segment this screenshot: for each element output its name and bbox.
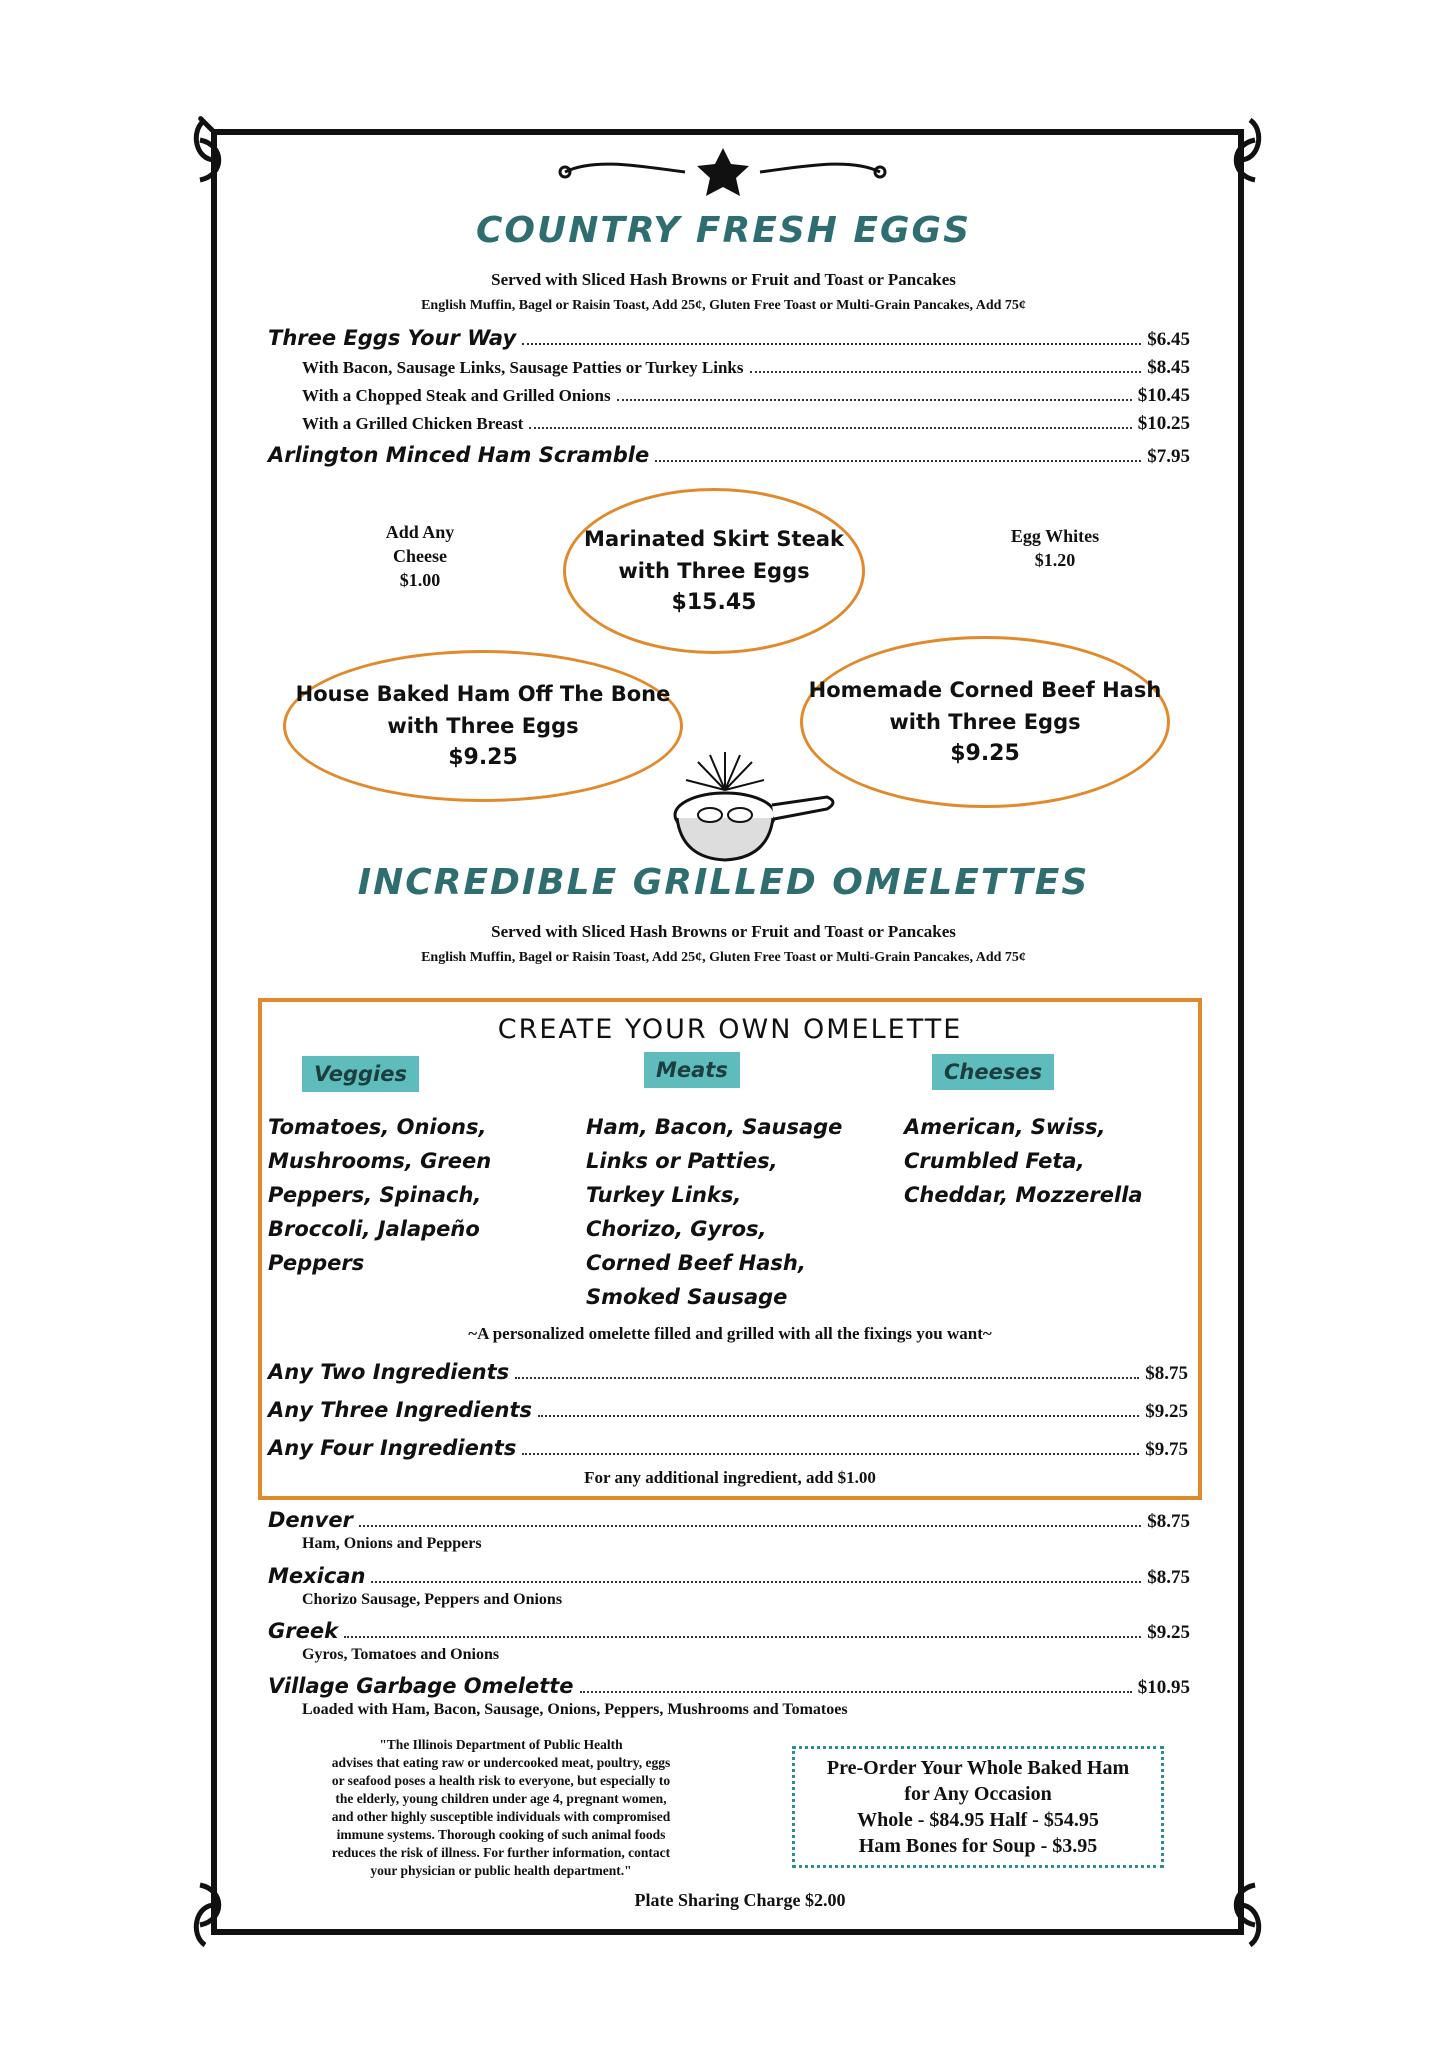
menu-item: With a Chopped Steak and Grilled Onions $10.45 bbox=[302, 385, 1190, 406]
special-skirt-steak: Marinated Skirt Steak with Three Eggs $15.45 bbox=[563, 488, 865, 654]
frying-pan-icon bbox=[675, 752, 833, 860]
meats-tag: Meats bbox=[644, 1052, 740, 1088]
eggs-served-with: Served with Sliced Hash Browns or Fruit and Toast or Pancakes bbox=[491, 270, 956, 289]
menu-item: Denver $8.75 bbox=[268, 1508, 1190, 1532]
menu-item: Any Two Ingredients $8.75 bbox=[268, 1360, 1188, 1384]
health-notice: "The Illinois Department of Public Health advises that eating raw or undercooked meat, poultry, eggs or seafood poses a health risk to everyone, but especially to the elderly, young children under age 4, pregnant women, and other highly susceptible individuals with compromised immune systems. Thorough cooking of such animal foods reduces the risk of illness. For further information, contact your physician or public health department." bbox=[331, 1737, 671, 1878]
special-baked-ham: House Baked Ham Off The Bone with Three Eggs $9.25 bbox=[283, 650, 683, 802]
item-description: Chorizo Sausage, Peppers and Onions bbox=[302, 1591, 563, 1608]
menu-item: Arlington Minced Ham Scramble $7.95 bbox=[268, 443, 1190, 467]
create-title: CREATE YOUR OWN OMELETTE bbox=[497, 1014, 963, 1045]
menu-item: Greek $9.25 bbox=[268, 1619, 1190, 1643]
menu-item: Any Four Ingredients $9.75 bbox=[268, 1436, 1188, 1460]
create-your-own-box bbox=[258, 998, 1202, 1500]
additional-ingredient-note: For any additional ingredient, add $1.00 bbox=[584, 1468, 876, 1487]
omelettes-served-with: Served with Sliced Hash Browns or Fruit and Toast or Pancakes bbox=[491, 922, 956, 941]
cheeses-tag: Cheeses bbox=[932, 1054, 1054, 1090]
menu-item: Three Eggs Your Way $6.45 bbox=[268, 326, 1190, 350]
plate-sharing-charge: Plate Sharing Charge $2.00 bbox=[634, 1890, 846, 1910]
special-corned-beef: Homemade Corned Beef Hash with Three Eggs $9.25 bbox=[800, 636, 1170, 808]
veggies-list: Tomatoes, Onions, Mushrooms, Green Peppers, Spinach, Broccoli, Jalapeño Peppers bbox=[268, 1115, 492, 1275]
item-description: Loaded with Ham, Bacon, Sausage, Onions, Peppers, Mushrooms and Tomatoes bbox=[302, 1701, 848, 1718]
section-title-omelettes: INCREDIBLE GRILLED OMELETTES bbox=[357, 862, 1090, 903]
meats-list: Ham, Bacon, Sausage Links or Patties, Turkey Links, Chorizo, Gyros, Corned Beef Hash, Smoked Sausage bbox=[586, 1115, 843, 1309]
item-description: Gyros, Tomatoes and Onions bbox=[302, 1646, 500, 1663]
add-cheese-note: Add Any Cheese $1.00 bbox=[385, 522, 455, 590]
cheeses-list: American, Swiss, Crumbled Feta, Cheddar, Mozzerella bbox=[904, 1115, 1143, 1207]
menu-item: With Bacon, Sausage Links, Sausage Patties or Turkey Links $8.45 bbox=[302, 357, 1190, 378]
omelettes-substitutions: English Muffin, Bagel or Raisin Toast, Add 25¢, Gluten Free Toast or Multi-Grain Pancakes, Add 75¢ bbox=[421, 950, 1026, 965]
menu-item: With a Grilled Chicken Breast $10.25 bbox=[302, 413, 1190, 434]
veggies-tag: Veggies bbox=[302, 1056, 419, 1092]
item-description: Ham, Onions and Peppers bbox=[302, 1535, 482, 1552]
section-title-eggs: COUNTRY FRESH EGGS bbox=[475, 210, 972, 251]
egg-whites-note: Egg Whites $1.20 bbox=[1010, 526, 1100, 570]
omelette-tagline: ~A personalized omelette filled and grilled with all the fixings you want~ bbox=[468, 1324, 992, 1343]
preorder-ham-box: Pre-Order Your Whole Baked Ham for Any Occasion Whole - $84.95 Half - $54.95 Ham Bones for Soup - $3.95 bbox=[792, 1746, 1164, 1868]
eggs-substitutions: English Muffin, Bagel or Raisin Toast, Add 25¢, Gluten Free Toast or Multi-Grain Pancakes, Add 75¢ bbox=[421, 298, 1026, 313]
menu-item: Mexican $8.75 bbox=[268, 1564, 1190, 1588]
menu-item: Village Garbage Omelette $10.95 bbox=[268, 1674, 1190, 1698]
menu-item: Any Three Ingredients $9.25 bbox=[268, 1398, 1188, 1422]
